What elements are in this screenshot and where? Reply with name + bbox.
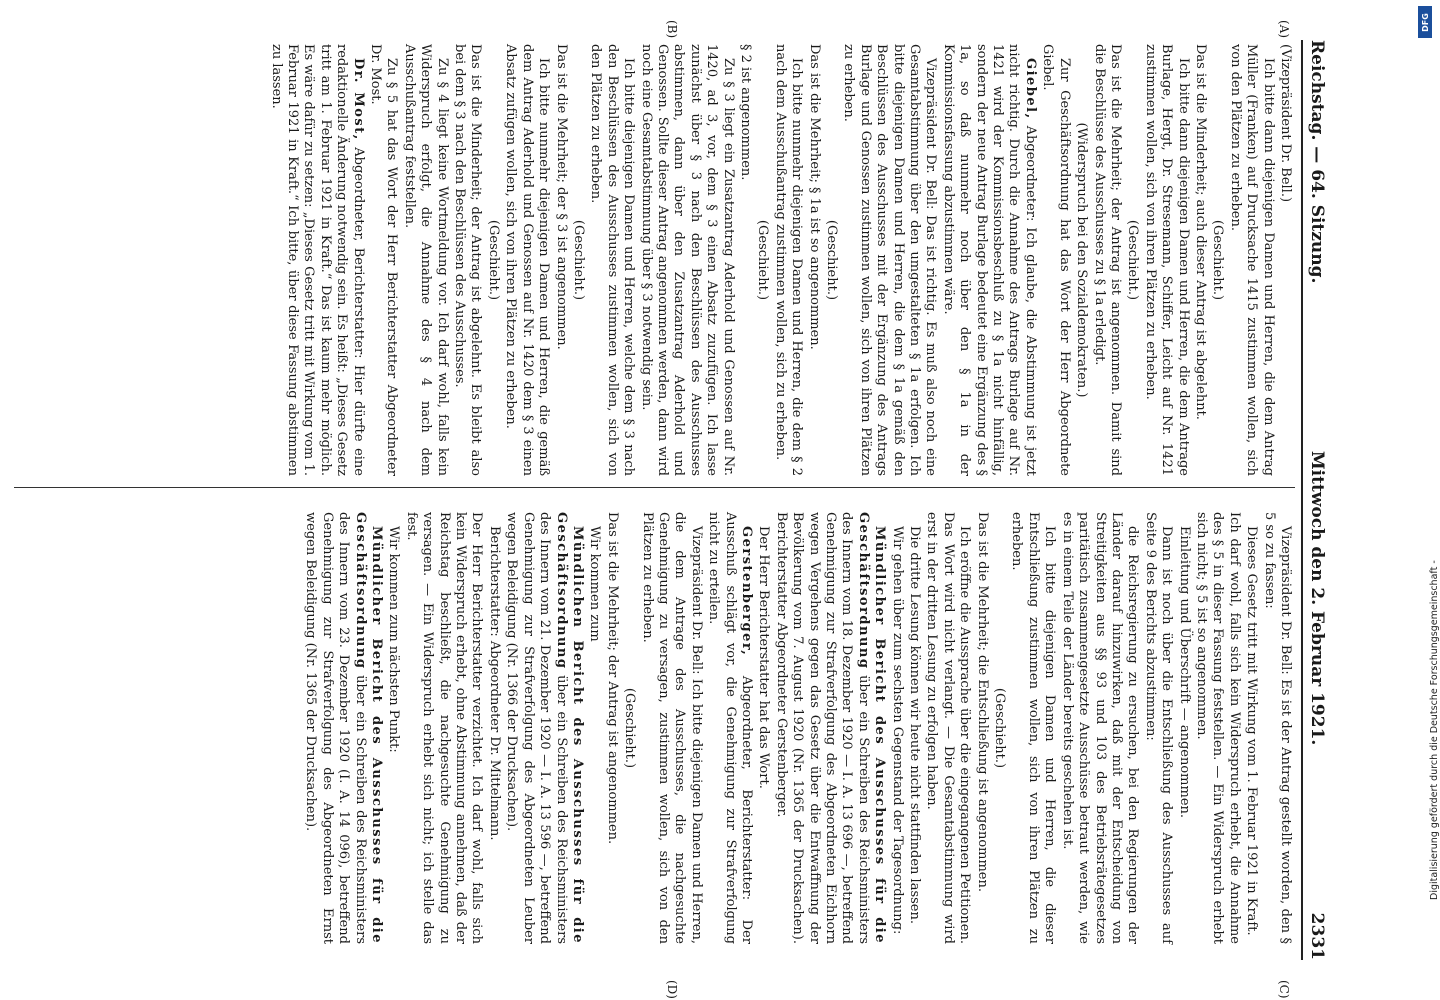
paragraph-text: Das ist die Mehrheit; der § 3 ist angenommen. (553, 44, 569, 350)
paragraph-text: Ich eröffne die Aussprache über die eingegangenen Petitionen. Das Wort wird nicht verlangt. — Die Gesamtabstimmung wird erst in der dritten Lesung zu erfolgen haben. (924, 512, 973, 944)
paragraph-text: Vizepräsident Dr. Bell: Das ist richtig. Es muß also noch eine Gesamtabstimmung über den umgestalteten § 1a erfolgen. Ich bitte diejenigen Damen und Herren, die dem § 1a gemäß den Beschlüssen des Ausschusses mit der Ergänzung des Antrags Burlage und Genossen zustimmen wollen, sich von ihren Plätzen zu erheben. (841, 44, 939, 476)
left-paragraph (771, 44, 804, 476)
left-paragraph (1226, 44, 1275, 476)
right-paragraph (705, 512, 754, 944)
right-paragraph (991, 512, 1007, 944)
paragraph-text: Vizepräsident Dr. Bell: Es ist der Antrag gestellt worden, den § 5 so zu fassen: (1261, 512, 1293, 944)
paragraph-text: über ein Schreiben des Reichsministers des Innern vom 21. Dezember 1920 — I. A. 13 596 —, betreffend Genehmigung zur Strafverfolgung des Abgeordneten Leuber wegen Beleidigung (Nr. 1366 der Drucksachen). (504, 512, 569, 944)
right-paragraph (1008, 512, 1057, 944)
right-paragraph (603, 512, 619, 944)
left-paragraph (570, 44, 586, 476)
left-paragraph (367, 44, 400, 476)
left-paragraph (451, 44, 484, 476)
right-paragraph (638, 512, 704, 944)
paragraph-text: Einleitung und Überschrift — angenommen. (1176, 526, 1192, 819)
paragraph-text: § 2 ist angenommen. (738, 44, 753, 181)
left-paragraph (1073, 44, 1089, 476)
paragraph-text: Abgeordneter, Berichterstatter: Der Ausschuß schlägt vor, die Genehmigung zur Strafverfolgung nicht zu erteilen. (706, 512, 754, 944)
paragraph-text: Dieses Gesetz tritt mit Wirkung vom 1. Februar 1921 in Kraft. (1244, 526, 1260, 936)
left-paragraph (1124, 44, 1140, 476)
margin-marker-b: (B) (665, 20, 679, 39)
paragraph-text: Zu § 5 hat das Wort der Herr Berichterstatter Abgeordneter Dr. Most. (368, 44, 400, 476)
left-paragraph (552, 44, 568, 476)
right-paragraph (888, 512, 904, 944)
right-paragraph (906, 512, 922, 944)
paragraph-text: Die dritte Lesung können wir heute nicht stattfinden lassen. (907, 526, 923, 924)
paragraph-text: Berichterstatter: Abgeordneter Dr. Mittelmann. (486, 526, 502, 841)
right-paragraph (302, 512, 384, 944)
speaker-name: Mündlicher Bericht des Ausschusses für die Geschäftsordnung (855, 512, 888, 944)
left-paragraph (1192, 44, 1208, 476)
paragraph-text: (Vizepräsident Dr. Bell.) (1278, 44, 1293, 203)
left-paragraph (1039, 44, 1072, 476)
paragraph-text: Zu § 4 liegt keine Wortmeldung vor. Ich darf wohl, falls kein Widerspruch erfolgt, die Annahme des § 4 nach dem Ausschußantrag feststellen. (401, 44, 450, 476)
paragraph-text: über ein Schreiben des Reichsministers des Innern vom 18. Dezember 1920 — I. A. 13 696 —, betreffend Genehmigung zur Strafverfolgung des Abgeordneten Eichhorn wegen Vergehens gegen das Gesetz über die Entwaffnung der Bevölkerung vom 7. August 1920 (Nr. 1365 der Drucksachen). Berichterstatter Abgeordneter Gerstenberger. (773, 512, 871, 944)
right-paragraph (1175, 512, 1191, 944)
speaker-name: Mündlicher Bericht des Ausschusses für die Geschäftsordnung (352, 512, 385, 944)
paragraph-text: Wir kommen zum nächsten Punkt: (386, 526, 402, 753)
paragraph-text: (Geschieht.) (1125, 219, 1141, 301)
digitization-credit: Digitalisierung gefördert durch die Deutsche Forschungsgemeinschaft - (1429, 560, 1440, 900)
right-column (301, 512, 1293, 944)
paragraph-text: Das ist die Mehrheit; § 1a ist so angenommen. (806, 44, 822, 350)
right-paragraph (1141, 512, 1174, 944)
header-date: Mittwoch den 2. Februar 1921. (1307, 450, 1327, 746)
speaker-name: Mündlichen Bericht des Ausschusses für die Geschäftsordnung (553, 512, 585, 944)
left-column (266, 44, 1293, 476)
right-paragraph (1243, 512, 1259, 944)
paragraph-text: (Geschieht.) (992, 687, 1008, 769)
paragraph-text: Der Herr Berichterstatter hat das Wort. (756, 526, 772, 789)
right-paragraph (1193, 512, 1242, 944)
paragraph-text: Ich bitte diejenigen Damen und Herren, die dieser Entschließung zustimmen wollen, sich von ihren Plätzen zu erheben. (1009, 512, 1058, 944)
left-paragraph (840, 44, 938, 476)
paragraph-text: (Geschieht.) (570, 219, 586, 301)
paragraph-text: Vizepräsident Dr. Bell: Ich bitte diejenigen Damen und Herren, die dem Antrage des Ausschusses, die nachgesuchte Genehmigung zu versagen, zustimmen wollen, sich von den Plätzen zu erheben. (639, 512, 704, 944)
paragraph-text: Ich bitte nunmehr diejenigen Damen und Herren, die dem § 2 nach dem Ausschußantrag zustimmen wollen, sich zu erheben. (772, 44, 805, 476)
left-paragraph (939, 44, 1037, 476)
paragraph-text: Das ist die Minderheit; der Antrag ist abgelehnt. Es bleibt also bei dem § 3 nach den Beschlüssen des Ausschusses. (452, 44, 484, 476)
left-paragraph (485, 44, 501, 476)
left-paragraph (1141, 44, 1190, 476)
paragraph-text: Der Herr Berichterstatter verzichtet. Ich darf wohl, falls sich kein Widerspruch erhebt, ohne Abstimmung annehmen, daß der Reichstag beschließt, die nachgesuchte Genehmigung zu versagen. — Ein Widerspruch erhebt sich nicht; ich stelle das fest. (403, 512, 485, 944)
left-paragraph (587, 44, 636, 476)
right-paragraph (923, 512, 972, 944)
right-paragraph (772, 512, 887, 944)
left-paragraph (737, 44, 753, 476)
left-paragraph (502, 44, 551, 476)
paragraph-text: Ich bitte dann diejenigen Damen und Herren, die dem Antrage Burlage, Hergt, Dr. Stresemann, Schiffer, Leicht auf Nr. 1421 zustimmen wollen, sich von ihren Plätzen zu erheben. (1142, 44, 1191, 476)
paragraph-text: Abgeordneter: Ich glaube, die Abstimmung ist jetzt nicht richtig. Durch die Annahme des Antrags Burlage auf Nr. 1421 wird der Kommissionsbeschluß zu § 1a nicht hinfällig, sondern der neue Antrag Burlage bedeutet eine Ergänzung des § 1a, so daß nunmehr noch über den § 1a in der Kommissionsfassung abzustimmen wäre. (940, 44, 1038, 476)
paragraph-text: Wir gehen über zum sechsten Gegenstand der Tagesordnung: (889, 526, 905, 935)
paragraph-text: Das ist die Mehrheit; die Entschließung ist angenommen. (974, 512, 990, 893)
dfg-logo: DFG (1418, 6, 1432, 38)
paragraph-text: Ich bitte dann diejenigen Damen und Herren, die dem Antrag Müller (Franken) auf Drucksache 1415 zustimmen wollen, sich von den Plätzen zu erheben. (1227, 44, 1276, 476)
paragraph-text: Das ist die Mehrheit; der Antrag ist angenommen. Damit sind die Beschlüsse des Ausschusses zu § 1a erledigt. (1091, 44, 1123, 476)
margin-marker-a: (A) (1277, 20, 1291, 39)
paragraph-text: Ich bitte nunmehr diejenigen Damen und Herren, die gemäß dem Antrag Aderhold und Genossen auf Nr. 1420 dem § 3 einen Absatz zufügen wollen, sich von ihren Plätzen zu erheben. (503, 44, 552, 476)
paragraph-text: Abgeordneter, Berichterstatter: Hier dürfte eine redaktionelle Änderung notwendig sein. Es heißt: „Dieses Gesetz tritt am 1. Februar 1921 in Kraft.“ Das ist kaum mehr möglich. Es wäre dafür zu setzen: „Dieses Gesetz tritt mit Wirkung vom 1. Februar 1921 in Kraft.“ Ich bitte, über diese Fassung abstimmen zu lassen. (268, 44, 366, 476)
left-paragraph (823, 44, 839, 476)
right-paragraph (402, 512, 484, 944)
right-paragraph (1058, 512, 1140, 944)
left-paragraph (1277, 44, 1293, 476)
right-paragraph (586, 512, 602, 944)
speaker-name: Giebel, (1022, 58, 1038, 120)
paragraph-text: Wir kommen zum (587, 526, 603, 642)
paragraph-text: (Geschieht.) (755, 219, 771, 301)
paragraph-text: Zu § 3 liegt ein Zusatzantrag Aderhold und Genossen auf Nr. 1420, ad 3, vor, dem § 3 einen Absatz zuzufügen. Ich lasse zunächst über § 3 nach den Beschlüssen des Ausschusses abstimmen, dann über den Zusatzantrag Aderhold und Genossen. Sollte dieser Antrag angenommen werden, dann wird noch eine Gesamtabstimmung über § 3 notwendig sein. (638, 44, 736, 476)
page-number: 2331 (1307, 912, 1327, 960)
page-header (1301, 40, 1337, 960)
paragraph-text: (Geschieht.) (1210, 219, 1226, 301)
right-paragraph (1260, 512, 1293, 944)
speaker-name: Gerstenberger, (739, 526, 754, 657)
paragraph-text: Das ist die Mehrheit; der Antrag ist angenommen. (604, 512, 620, 845)
right-paragraph (486, 512, 502, 944)
speaker-name: Dr. Most, (350, 58, 366, 141)
left-paragraph (267, 44, 365, 476)
paragraph-text: (Geschieht.) (485, 219, 501, 301)
paragraph-text: (Geschieht.) (622, 687, 638, 769)
right-paragraph (973, 512, 989, 944)
left-paragraph (637, 44, 735, 476)
right-paragraph (755, 512, 771, 944)
header-left: Reichstag. — 64. Sitzung. (1307, 40, 1327, 284)
left-paragraph (1209, 44, 1225, 476)
paragraph-text: Das ist die Minderheit; auch dieser Antrag ist abgelehnt. (1192, 44, 1208, 420)
right-paragraph (503, 512, 585, 944)
left-paragraph (754, 44, 770, 476)
left-paragraph (1090, 44, 1123, 476)
left-paragraph (805, 44, 821, 476)
paragraph-text: über ein Schreiben des Reichsministers des Innern vom 23. Dezember 1920 (I. A. 14 096), betreffend Genehmigung zur Strafverfolgung des Abgeordneten Ernst wegen Beleidigung (Nr. 1365 der Drucksachen). (303, 512, 368, 944)
paragraph-text: Ich bitte diejenigen Damen und Herren, welche dem § 3 nach den Beschlüssen des Ausschusses zustimmen wollen, sich von den Plätzen zu erheben. (588, 44, 637, 476)
paragraph-text: (Widerspruch bei den Sozialdemokraten.) (1074, 122, 1090, 398)
margin-marker-d: (D) (665, 980, 679, 999)
right-paragraph (621, 512, 637, 944)
margin-marker-c: (C) (1277, 980, 1291, 999)
left-paragraph (400, 44, 449, 476)
right-paragraph (385, 512, 401, 944)
paragraph-text: (Geschieht.) (824, 219, 840, 301)
column-divider (14, 487, 1295, 488)
paragraph-text: Dann ist noch über die Entschließung des Ausschusses auf Seite 9 des Berichts abzustimmen: (1142, 512, 1175, 944)
paragraph-text: Zur Geschäftsordnung hat das Wort der Herr Abgeordnete Giebel. (1040, 44, 1072, 476)
paragraph-text: die Reichsregierung zu ersuchen, bei den Regierungen der Länder darauf hinzuwirken, daß mit der Entscheidung von Streitigkeiten aus §§ 93 und 103 des Betriebsrätegesetzes paritätisch zusammengesetzte Ausschüsse betraut werden, wie es in einem Teile der Länder bereits geschehen ist. (1059, 512, 1141, 944)
paragraph-text: Ich darf wohl, falls sich kein Widerspruch erhebt, die Annahme des § 5 in dieser Fassung feststellen. — Ein Widerspruch erhebt sich nicht; § 5 ist so angenommen. (1193, 512, 1242, 944)
